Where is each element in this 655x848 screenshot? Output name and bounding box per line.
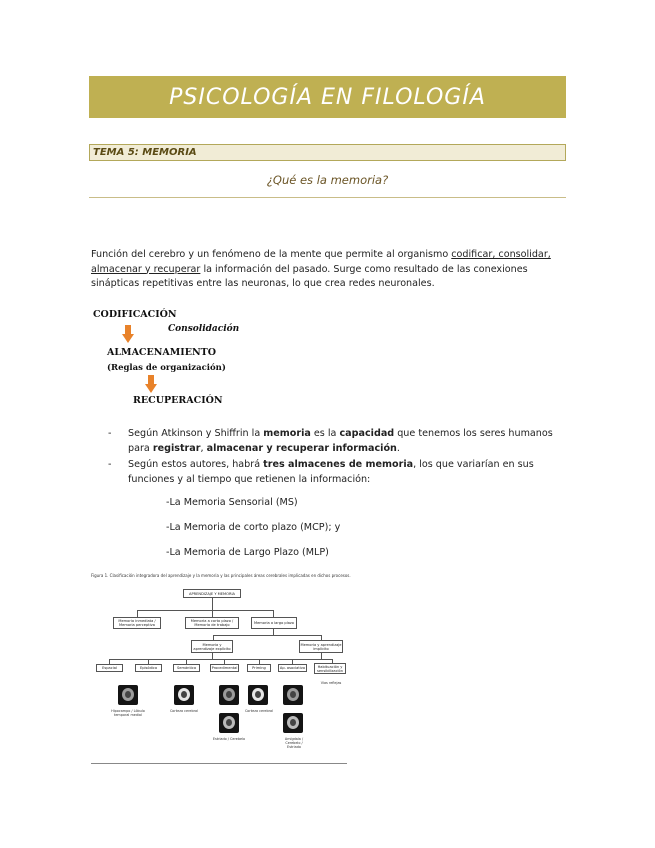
fig-label-corteza: Corteza cerebral [244, 709, 274, 713]
list-item: - Según Atkinson y Shiffrin la memoria es la capacidad que tenemos los seres humanos para registrar, almacenar y recuperar información. [108, 428, 553, 454]
brain-scan-image [283, 685, 303, 705]
memory-sensorial: -La Memoria Sensorial (MS) [166, 497, 298, 508]
fig-root: APRENDIZAJE Y MEMORIA [183, 589, 241, 598]
fig-label-vias: Vías reflejas [320, 681, 342, 685]
underlined-verbs: codificar, consolidar, almacenar y recuperar [91, 249, 551, 275]
fig-label-hipocampo: Hipocampo / Lóbulo temporal medial [111, 709, 145, 717]
brain-scan-image [219, 685, 239, 705]
brain-scan-image [174, 685, 194, 705]
fig-leaf: Habituación y sensibilización [314, 663, 346, 674]
brain-scan-image [219, 713, 239, 733]
intro-paragraph: Función del cerebro y un fenómeno de la mente que permite al organismo codificar, consolidar, almacenar y recuperar la información del pasado. Surge como resultado de las conexiones sinápticas repetitivas entre las neuronas, lo que crea redes neuronales. [91, 249, 551, 289]
memory-largo-plazo: -La Memoria de Largo Plazo (MLP) [166, 547, 329, 558]
brain-scan-image [118, 685, 138, 705]
almacenamiento-label: ALMACENAMIENTO [107, 347, 217, 358]
bullet-list [108, 426, 558, 488]
fig-leaf: Semántica [173, 664, 200, 672]
memory-classification-figure [91, 573, 351, 765]
section-divider [89, 197, 566, 198]
fig-leaf: Ap. asociativo [279, 666, 306, 670]
fig-leaf: Priming [247, 664, 271, 672]
title-banner [89, 76, 566, 118]
fig-label-estriado: Estriado / Cerebelo [212, 737, 246, 741]
fig-node: Memoria inmediata / Memoria perceptiva [113, 617, 161, 629]
brain-scan-image [283, 713, 303, 733]
fig-leaf: Episódica [135, 664, 162, 672]
codificacion-label: CODIFICACIÓN [93, 309, 177, 320]
memory-corto-plazo: -La Memoria de corto plazo (MCP); y [166, 522, 341, 533]
fig-node: Memoria y aprendizaje explícito [191, 640, 233, 653]
brain-scan-image [248, 685, 268, 705]
down-arrow-icon [145, 375, 157, 393]
recuperacion-label: RECUPERACIÓN [133, 395, 223, 406]
consolidacion-label: Consolidación [168, 324, 240, 334]
memory-process-diagram [93, 307, 333, 412]
reglas-label: (Reglas de organización) [107, 363, 226, 373]
fig-node: Memoria a corto plazo / Memoria de trabajo [185, 617, 239, 629]
fig-node: Memoria y aprendizaje implícito [299, 640, 343, 653]
fig-leaf: Procedimental [211, 666, 238, 670]
down-arrow-icon [122, 325, 134, 343]
tema-heading: TEMA 5: MEMORIA [89, 144, 566, 161]
fig-label-amigdala: Amígdala / Cerebelo / Estriado [284, 737, 304, 749]
fig-node: Memoria a largo plazo [251, 617, 297, 629]
figure-caption: Figura 1. Clasificación integradora del aprendizaje y la memoria y las principales áreas cerebrales implicadas en dichos procesos. [91, 573, 351, 578]
page-title: PSICOLOGÍA EN FILOLOGÍA [169, 84, 486, 110]
fig-leaf: Espacial [96, 664, 123, 672]
list-item: - Según estos autores, habrá tres almacenes de memoria, los que variarían en sus funciones y al tiempo que retienen la información: [108, 459, 534, 485]
fig-label-corteza: Corteza cerebral [169, 709, 199, 713]
section-question: ¿Qué es la memoria? [266, 173, 389, 187]
